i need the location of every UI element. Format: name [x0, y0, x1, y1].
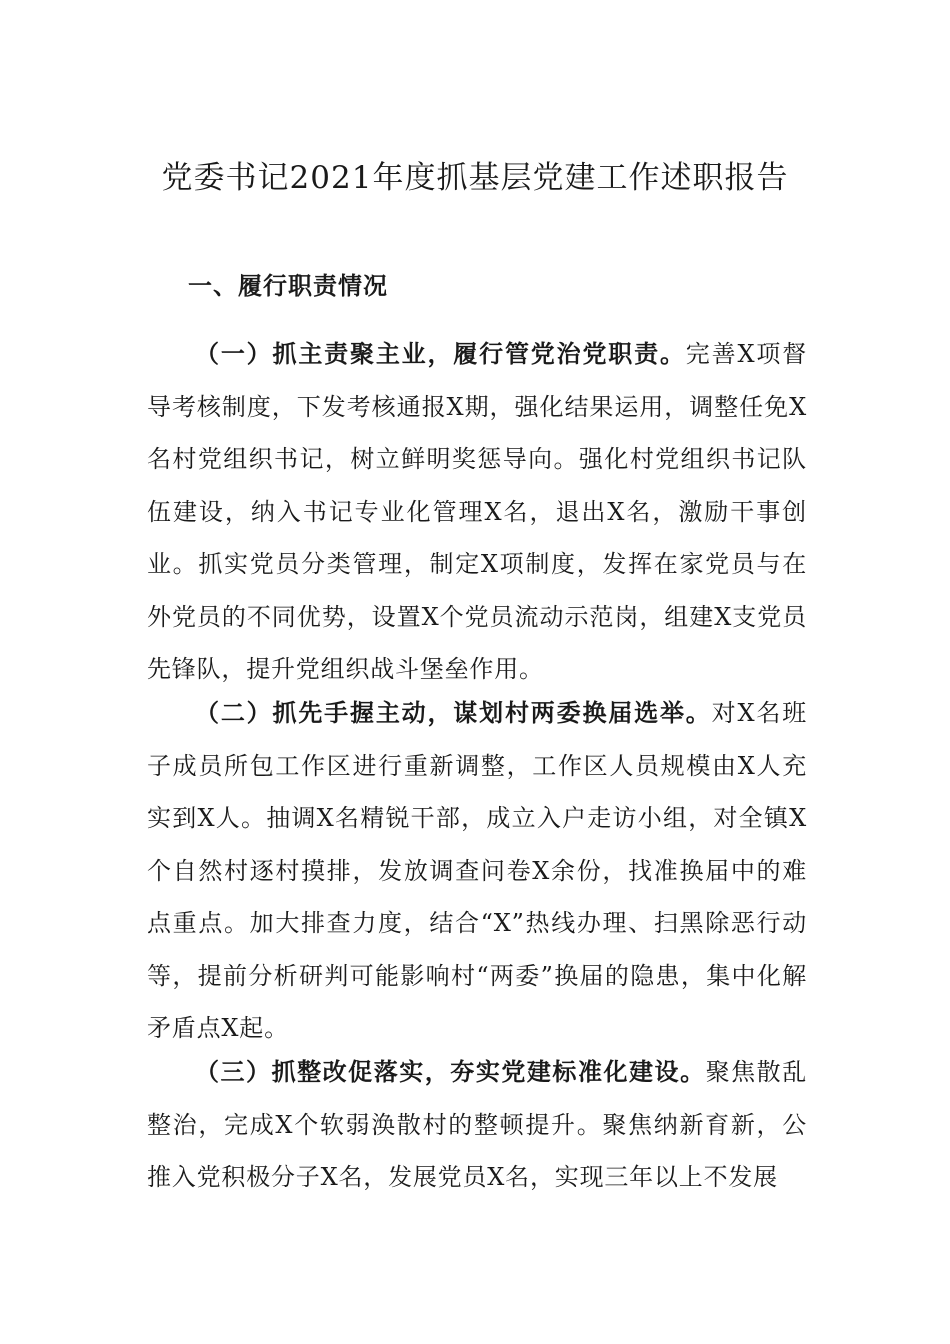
paragraph-2-body: 对X名班子成员所包工作区进行重新调整，工作区人员规模由X人充实到X人。抽调X名精锐干部，成立入户走访小组，对全镇X个自然村逐村摸排，发放调查问卷X余份，找准换届中的难点重点。加大排查力度，结合“X”热线办理、扫黑除恶行动等，提前分析研判可能影响村“两委”换届的隐患，集中化解矛盾点X起。 [147, 699, 808, 1042]
paragraph-2 [147, 687, 807, 1055]
paragraph-3-lead: （三）抓整改促落实，夯实党建标准化建设。 [195, 1057, 706, 1086]
paragraph-3 [147, 1046, 807, 1204]
paragraph-1 [147, 328, 807, 696]
paragraph-1-lead: （一）抓主责聚主业，履行管党治党职责。 [195, 339, 686, 368]
paragraph-3-body: 聚焦散乱整治，完成X个软弱涣散村的整顿提升。聚焦纳新育新，公推入党积极分子X名，发展党员X名，实现三年以上不发展 [147, 1058, 808, 1191]
section-heading: 一、履行职责情况 [188, 271, 388, 300]
paragraph-1-body: 完善X项督导考核制度，下发考核通报X期，强化结果运用，调整任免X名村党组织书记，树立鲜明奖惩导向。强化村党组织书记队伍建设，纳入书记专业化管理X名，退出X名，激励干事创业。抓实党员分类管理，制定X项制度，发挥在家党员与在外党员的不同优势，设置X个党员流动示范岗，组建X支党员先锋队，提升党组织战斗堡垒作用。 [147, 340, 807, 683]
document-title: 党委书记2021年度抓基层党建工作述职报告 [161, 160, 789, 196]
paragraph-2-lead: （二）抓先手握主动，谋划村两委换届选举。 [195, 698, 712, 727]
